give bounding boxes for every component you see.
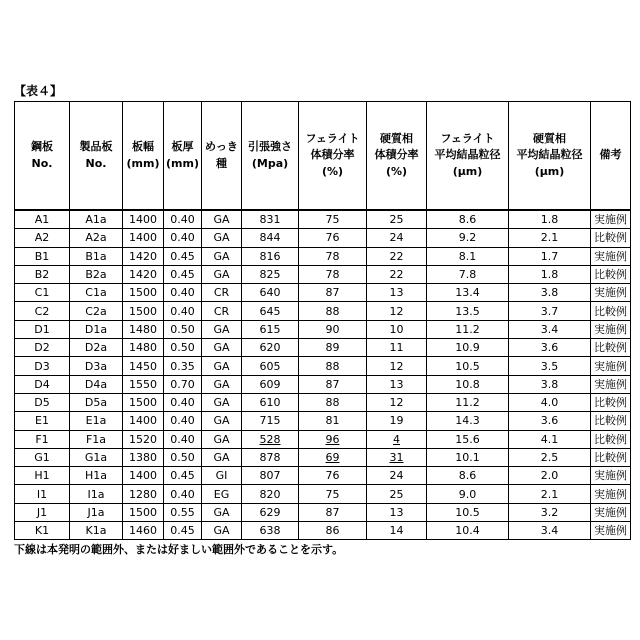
- table-cell: B1a: [70, 247, 123, 265]
- table-cell: 11.2: [427, 393, 509, 411]
- table-cell: 1480: [123, 339, 164, 357]
- table-cell: H1: [15, 467, 70, 485]
- table-cell: 825: [242, 265, 299, 283]
- table-cell: 3.8: [509, 284, 591, 302]
- table-cell: 0.70: [164, 375, 202, 393]
- column-header: [509, 102, 591, 211]
- table-cell: F1a: [70, 430, 123, 448]
- column-header-line: (%): [367, 164, 426, 181]
- column-header-line: 平均結晶粒径: [509, 147, 590, 164]
- table-cell: 比較例: [591, 393, 631, 411]
- table-cell: GA: [202, 210, 242, 229]
- table-cell: 9.0: [427, 485, 509, 503]
- table-cell: C1: [15, 284, 70, 302]
- table-cell: GA: [202, 229, 242, 247]
- table-cell: 81: [299, 412, 367, 430]
- column-header: [202, 102, 242, 211]
- table-row: [15, 265, 631, 283]
- table-cell: GA: [202, 320, 242, 338]
- table-cell: E1: [15, 412, 70, 430]
- column-header-line: 引張強さ: [242, 139, 298, 156]
- table-cell: GA: [202, 265, 242, 283]
- table-cell: 88: [299, 357, 367, 375]
- table-cell: 実施例: [591, 467, 631, 485]
- column-header-line: 平均結晶粒径: [427, 147, 508, 164]
- table-cell: 1460: [123, 522, 164, 540]
- column-header-line: 備考: [591, 147, 630, 164]
- table-cell: 11.2: [427, 320, 509, 338]
- table-cell: 15.6: [427, 430, 509, 448]
- table-cell: 実施例: [591, 357, 631, 375]
- footnote: 下線は本発明の範囲外、または好ましい範囲外であることを示す。: [14, 541, 343, 557]
- table-cell: 12: [367, 357, 427, 375]
- table-row: [15, 448, 631, 466]
- table-cell: 715: [242, 412, 299, 430]
- table-cell: D3: [15, 357, 70, 375]
- table-row: [15, 229, 631, 247]
- table-cell: 1380: [123, 448, 164, 466]
- table-cell: 1500: [123, 393, 164, 411]
- column-header: [367, 102, 427, 211]
- table-cell: D2: [15, 339, 70, 357]
- table-cell: 0.40: [164, 430, 202, 448]
- table-cell: 88: [299, 302, 367, 320]
- table-cell: 13: [367, 284, 427, 302]
- table-cell: 76: [299, 467, 367, 485]
- table-cell: C2: [15, 302, 70, 320]
- table-cell: 87: [299, 375, 367, 393]
- table-cell: C1a: [70, 284, 123, 302]
- table-row: [15, 247, 631, 265]
- table-cell: GI: [202, 467, 242, 485]
- table-cell: B2a: [70, 265, 123, 283]
- table-cell: 0.40: [164, 412, 202, 430]
- table-cell: 2.0: [509, 467, 591, 485]
- table-cell: 13.5: [427, 302, 509, 320]
- table-cell: 実施例: [591, 503, 631, 521]
- table-cell: 831: [242, 210, 299, 229]
- column-header: [242, 102, 299, 211]
- table-cell: 19: [367, 412, 427, 430]
- table-cell: 比較例: [591, 448, 631, 466]
- table-cell: 10.4: [427, 522, 509, 540]
- column-header: [299, 102, 367, 211]
- table-cell: D1a: [70, 320, 123, 338]
- column-header-line: フェライト: [299, 131, 366, 148]
- table-row: [15, 522, 631, 540]
- column-header-line: めっき: [202, 139, 241, 156]
- table-cell: 0.50: [164, 320, 202, 338]
- table-cell: 4.0: [509, 393, 591, 411]
- column-header-line: No.: [70, 156, 122, 173]
- table-cell: 4: [367, 430, 427, 448]
- table-cell: J1a: [70, 503, 123, 521]
- column-header-line: (mm): [164, 156, 201, 173]
- table-cell: 22: [367, 265, 427, 283]
- table-cell: 1400: [123, 229, 164, 247]
- table-cell: 10.9: [427, 339, 509, 357]
- table-cell: 75: [299, 485, 367, 503]
- table-cell: 3.7: [509, 302, 591, 320]
- column-header-line: (mm): [123, 156, 163, 173]
- table-cell: 1450: [123, 357, 164, 375]
- table-cell: 7.8: [427, 265, 509, 283]
- column-header-line: 硬質相: [367, 131, 426, 148]
- table-row: [15, 393, 631, 411]
- table-cell: 8.6: [427, 210, 509, 229]
- table-cell: 0.40: [164, 210, 202, 229]
- table-cell: 31: [367, 448, 427, 466]
- table-cell: 1.8: [509, 265, 591, 283]
- table-cell: 24: [367, 467, 427, 485]
- table-cell: 1520: [123, 430, 164, 448]
- table-cell: A2: [15, 229, 70, 247]
- table-cell: 2.1: [509, 485, 591, 503]
- table-row: [15, 485, 631, 503]
- table-cell: 14: [367, 522, 427, 540]
- table-cell: GA: [202, 503, 242, 521]
- table-row: [15, 357, 631, 375]
- table-cell: 844: [242, 229, 299, 247]
- table-cell: 22: [367, 247, 427, 265]
- table-cell: 1400: [123, 210, 164, 229]
- table-row: [15, 210, 631, 229]
- table-cell: 0.45: [164, 522, 202, 540]
- table-cell: 3.8: [509, 375, 591, 393]
- table-cell: 75: [299, 210, 367, 229]
- column-header: [164, 102, 202, 211]
- column-header-line: (μm): [509, 164, 590, 181]
- table-cell: 10.1: [427, 448, 509, 466]
- table-cell: 24: [367, 229, 427, 247]
- column-header: [123, 102, 164, 211]
- table-cell: GA: [202, 448, 242, 466]
- column-header-line: 板幅: [123, 139, 163, 156]
- table-cell: CR: [202, 302, 242, 320]
- table-cell: 比較例: [591, 265, 631, 283]
- column-header: [70, 102, 123, 211]
- table-row: [15, 430, 631, 448]
- table-cell: 4.1: [509, 430, 591, 448]
- table-row: [15, 302, 631, 320]
- table-cell: G1a: [70, 448, 123, 466]
- table-cell: 1280: [123, 485, 164, 503]
- column-header-line: 種: [202, 156, 241, 173]
- table-cell: A1a: [70, 210, 123, 229]
- table-cell: 10: [367, 320, 427, 338]
- table-row: [15, 339, 631, 357]
- table-cell: 0.50: [164, 448, 202, 466]
- table-cell: GA: [202, 412, 242, 430]
- table-cell: 1500: [123, 503, 164, 521]
- table-cell: 0.35: [164, 357, 202, 375]
- table-cell: 87: [299, 503, 367, 521]
- table-cell: 実施例: [591, 284, 631, 302]
- table-cell: 25: [367, 485, 427, 503]
- table-cell: J1: [15, 503, 70, 521]
- table-cell: 0.40: [164, 302, 202, 320]
- column-header: [427, 102, 509, 211]
- table-cell: 12: [367, 302, 427, 320]
- table-cell: 11: [367, 339, 427, 357]
- table-row: [15, 284, 631, 302]
- table-cell: 86: [299, 522, 367, 540]
- table-cell: 89: [299, 339, 367, 357]
- table-cell: B2: [15, 265, 70, 283]
- table-cell: GA: [202, 357, 242, 375]
- column-header-line: No.: [15, 156, 69, 173]
- header-row: [15, 102, 631, 211]
- table-cell: 3.4: [509, 320, 591, 338]
- table-body: [15, 210, 631, 540]
- table-cell: C2a: [70, 302, 123, 320]
- column-header: [591, 102, 631, 211]
- table-cell: 90: [299, 320, 367, 338]
- column-header-line: 製品板: [70, 139, 122, 156]
- table-cell: 620: [242, 339, 299, 357]
- table-cell: H1a: [70, 467, 123, 485]
- table-cell: 1420: [123, 247, 164, 265]
- table-cell: I1: [15, 485, 70, 503]
- table-row: [15, 375, 631, 393]
- table-caption: 【表４】: [14, 82, 62, 99]
- table-cell: 比較例: [591, 412, 631, 430]
- table-cell: 629: [242, 503, 299, 521]
- table-cell: 8.6: [427, 467, 509, 485]
- table-cell: 10.5: [427, 503, 509, 521]
- table-cell: 88: [299, 393, 367, 411]
- table-cell: 0.45: [164, 265, 202, 283]
- table-cell: 609: [242, 375, 299, 393]
- table-cell: 実施例: [591, 320, 631, 338]
- table-cell: GA: [202, 393, 242, 411]
- table-cell: 比較例: [591, 430, 631, 448]
- table-cell: 610: [242, 393, 299, 411]
- table-cell: 比較例: [591, 229, 631, 247]
- table-cell: GA: [202, 375, 242, 393]
- table-cell: 1.8: [509, 210, 591, 229]
- column-header-line: 鋼板: [15, 139, 69, 156]
- table-cell: 0.50: [164, 339, 202, 357]
- table-cell: 13.4: [427, 284, 509, 302]
- table-row: [15, 320, 631, 338]
- table-cell: 0.55: [164, 503, 202, 521]
- table-cell: 2.5: [509, 448, 591, 466]
- table-cell: D2a: [70, 339, 123, 357]
- table-cell: 1550: [123, 375, 164, 393]
- table-cell: 3.4: [509, 522, 591, 540]
- table-cell: 3.6: [509, 412, 591, 430]
- table-cell: 615: [242, 320, 299, 338]
- table-cell: 1400: [123, 412, 164, 430]
- table-cell: D3a: [70, 357, 123, 375]
- table-cell: 0.40: [164, 284, 202, 302]
- table-cell: 1.7: [509, 247, 591, 265]
- table-cell: 0.45: [164, 247, 202, 265]
- table-cell: 528: [242, 430, 299, 448]
- table-cell: 87: [299, 284, 367, 302]
- table-cell: 1400: [123, 467, 164, 485]
- table-cell: 96: [299, 430, 367, 448]
- table-cell: 10.8: [427, 375, 509, 393]
- table-cell: 14.3: [427, 412, 509, 430]
- table-cell: 実施例: [591, 210, 631, 229]
- data-table: [14, 101, 631, 540]
- table-cell: 9.2: [427, 229, 509, 247]
- table-cell: GA: [202, 430, 242, 448]
- table-cell: 1420: [123, 265, 164, 283]
- table-cell: 1500: [123, 302, 164, 320]
- table-cell: D5: [15, 393, 70, 411]
- table-cell: 25: [367, 210, 427, 229]
- column-header-line: (Mpa): [242, 156, 298, 173]
- table-cell: 0.40: [164, 393, 202, 411]
- table-cell: 実施例: [591, 247, 631, 265]
- table-cell: 645: [242, 302, 299, 320]
- table-cell: 1500: [123, 284, 164, 302]
- table-cell: G1: [15, 448, 70, 466]
- column-header-line: 体積分率: [367, 147, 426, 164]
- table-cell: K1a: [70, 522, 123, 540]
- table-cell: 8.1: [427, 247, 509, 265]
- table-cell: 3.5: [509, 357, 591, 375]
- table-cell: D4a: [70, 375, 123, 393]
- table-cell: D1: [15, 320, 70, 338]
- table-cell: 10.5: [427, 357, 509, 375]
- table-cell: 実施例: [591, 375, 631, 393]
- table-cell: 13: [367, 503, 427, 521]
- column-header-line: 硬質相: [509, 131, 590, 148]
- table-cell: 0.40: [164, 229, 202, 247]
- column-header-line: 体積分率: [299, 147, 366, 164]
- table-cell: 807: [242, 467, 299, 485]
- table-cell: I1a: [70, 485, 123, 503]
- table-cell: GA: [202, 522, 242, 540]
- table-cell: CR: [202, 284, 242, 302]
- column-header-line: 板厚: [164, 139, 201, 156]
- table-cell: D4: [15, 375, 70, 393]
- table-cell: D5a: [70, 393, 123, 411]
- table-cell: 0.40: [164, 485, 202, 503]
- table-cell: 820: [242, 485, 299, 503]
- table-cell: 1480: [123, 320, 164, 338]
- table-cell: A1: [15, 210, 70, 229]
- table-cell: 69: [299, 448, 367, 466]
- table-cell: B1: [15, 247, 70, 265]
- table-cell: 12: [367, 393, 427, 411]
- table-cell: 実施例: [591, 485, 631, 503]
- table-cell: GA: [202, 247, 242, 265]
- column-header-line: (%): [299, 164, 366, 181]
- table-cell: K1: [15, 522, 70, 540]
- table-cell: 3.2: [509, 503, 591, 521]
- table-cell: 78: [299, 265, 367, 283]
- table-cell: 比較例: [591, 339, 631, 357]
- table-cell: 2.1: [509, 229, 591, 247]
- table-row: [15, 503, 631, 521]
- table-cell: 比較例: [591, 302, 631, 320]
- table-row: [15, 467, 631, 485]
- table-cell: A2a: [70, 229, 123, 247]
- column-header-line: (μm): [427, 164, 508, 181]
- table-cell: 816: [242, 247, 299, 265]
- table-cell: F1: [15, 430, 70, 448]
- table-cell: 実施例: [591, 522, 631, 540]
- table-cell: EG: [202, 485, 242, 503]
- table-cell: 638: [242, 522, 299, 540]
- table-cell: 640: [242, 284, 299, 302]
- table-cell: 13: [367, 375, 427, 393]
- table-cell: 76: [299, 229, 367, 247]
- table-cell: E1a: [70, 412, 123, 430]
- column-header-line: フェライト: [427, 131, 508, 148]
- table-cell: 878: [242, 448, 299, 466]
- column-header: [15, 102, 70, 211]
- table-cell: GA: [202, 339, 242, 357]
- table-cell: 605: [242, 357, 299, 375]
- table-cell: 78: [299, 247, 367, 265]
- table-cell: 3.6: [509, 339, 591, 357]
- table-row: [15, 412, 631, 430]
- table-cell: 0.45: [164, 467, 202, 485]
